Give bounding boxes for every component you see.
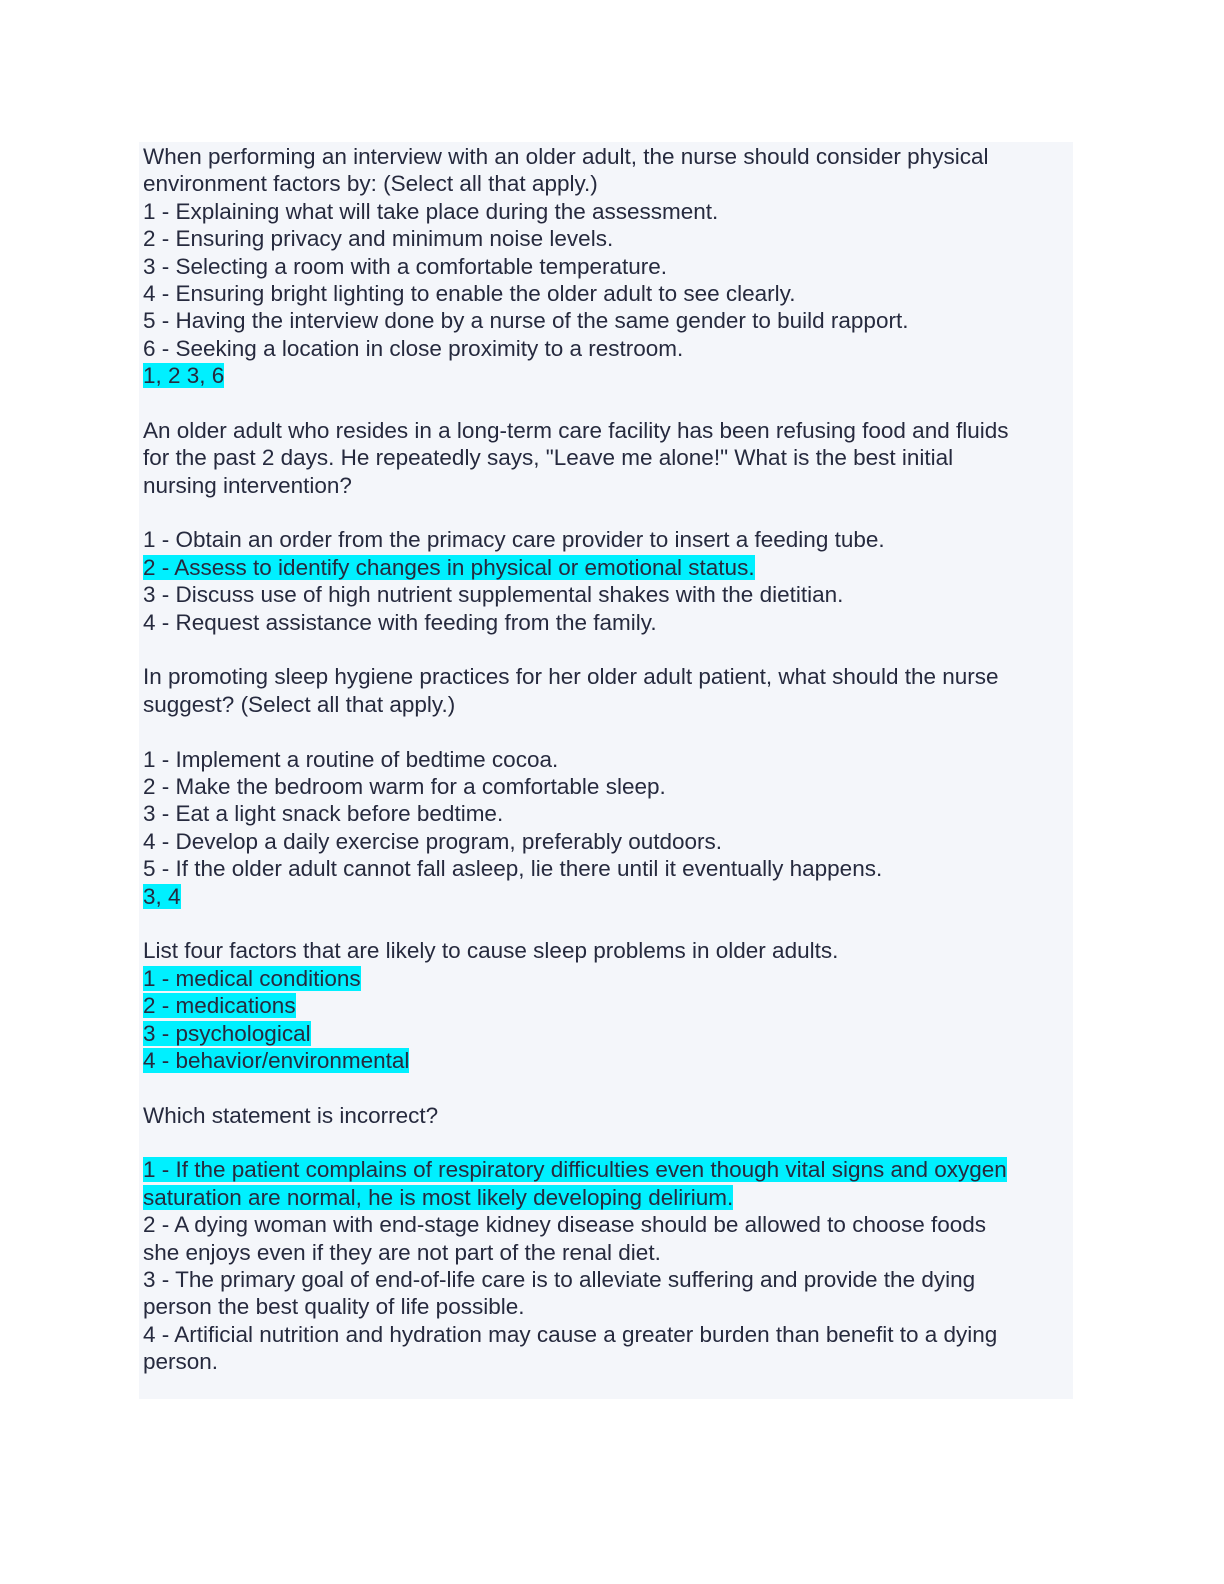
question-5-option-answer: [143, 1156, 1068, 1183]
question-5-stem-line: Which statement is incorrect?: [143, 1102, 439, 1128]
question-1-option: 1 - Explaining what will take place during the assessment.: [143, 198, 719, 224]
question-1-option: 6 - Seeking a location in close proximity to a restroom.: [143, 335, 684, 361]
question-3-option: 1 - Implement a routine of bedtime cocoa.: [143, 746, 559, 772]
question-2-stem-line: An older adult who resides in a long-term care facility has been refusing food and fluids: [143, 417, 1009, 443]
question-3-stem-line: In promoting sleep hygiene practices for her older adult patient, what should the nurse: [143, 664, 999, 690]
question-3: [143, 663, 1068, 910]
document-content: [143, 143, 1068, 1376]
question-4-answer-line: [143, 1047, 1068, 1074]
question-2-stem-line: for the past 2 days. He repeatedly says, "Leave me alone!" What is the best initial: [143, 445, 954, 471]
question-3-answer-line: [143, 883, 1068, 910]
question-1-stem-line: environment factors by: (Select all that apply.): [143, 171, 598, 197]
spacer: [143, 1074, 1068, 1101]
question-1-option: 5 - Having the interview done by a nurse of the same gender to build rapport.: [143, 308, 909, 334]
question-4-answer-highlight: 1 - medical conditions: [143, 965, 361, 991]
question-1: [143, 143, 1068, 390]
question-2-option: 1 - Obtain an order from the primacy care provider to insert a feeding tube.: [143, 527, 885, 553]
question-4: [143, 937, 1068, 1074]
question-2: [143, 417, 1068, 636]
question-4-stem-line: List four factors that are likely to cause sleep problems in older adults.: [143, 938, 839, 964]
question-4-answer-highlight: 4 - behavior/environmental: [143, 1047, 410, 1073]
question-3-answer-highlight: 3, 4: [143, 883, 181, 909]
question-5: [143, 1102, 1068, 1376]
question-5-answer-highlight: 1 - If the patient complains of respiratory difficulties even though vital signs and oxygen: [143, 1157, 1007, 1183]
question-4-answer-line: [143, 965, 1068, 992]
question-3-option: 4 - Develop a daily exercise program, preferably outdoors.: [143, 828, 723, 854]
question-3-option: 3 - Eat a light snack before bedtime.: [143, 801, 504, 827]
question-1-option: 3 - Selecting a room with a comfortable temperature.: [143, 253, 667, 279]
question-2-option-answer: [143, 554, 1068, 581]
question-1-answer-highlight: 1, 2 3, 6: [143, 363, 225, 389]
question-5-option: person the best quality of life possible.: [143, 1294, 525, 1320]
question-5-option: 2 - A dying woman with end-stage kidney disease should be allowed to choose foods: [143, 1212, 987, 1238]
question-3-option: 2 - Make the bedroom warm for a comfortable sleep.: [143, 773, 666, 799]
spacer: [143, 1129, 1068, 1156]
question-3-option: 5 - If the older adult cannot fall asleep, lie there until it eventually happens.: [143, 856, 883, 882]
spacer: [143, 718, 1068, 745]
question-4-answer-highlight: 3 - psychological: [143, 1020, 311, 1046]
question-5-option: 3 - The primary goal of end-of-life care is to alleviate suffering and provide the dying: [143, 1267, 976, 1293]
question-4-answer-highlight: 2 - medications: [143, 993, 296, 1019]
spacer: [143, 636, 1068, 663]
question-2-option: 3 - Discuss use of high nutrient supplemental shakes with the dietitian.: [143, 582, 844, 608]
question-1-option: 4 - Ensuring bright lighting to enable the older adult to see clearly.: [143, 280, 796, 306]
question-5-answer-highlight: saturation are normal, he is most likely developing delirium.: [143, 1184, 734, 1210]
question-1-answer-line: [143, 362, 1068, 389]
spacer: [143, 910, 1068, 937]
question-4-answer-line: [143, 992, 1068, 1019]
question-3-stem-line: suggest? (Select all that apply.): [143, 691, 456, 717]
question-2-answer-highlight: 2 - Assess to identify changes in physical or emotional status.: [143, 554, 755, 580]
question-5-option: she enjoys even if they are not part of the renal diet.: [143, 1239, 661, 1265]
question-5-option: 4 - Artificial nutrition and hydration may cause a greater burden than benefit to a dying: [143, 1321, 998, 1347]
spacer: [143, 390, 1068, 417]
question-1-stem-line: When performing an interview with an older adult, the nurse should consider physical: [143, 144, 989, 169]
question-1-option: 2 - Ensuring privacy and minimum noise levels.: [143, 226, 614, 252]
question-4-answer-line: [143, 1020, 1068, 1047]
question-5-option: person.: [143, 1349, 219, 1375]
question-5-option-answer: [143, 1184, 1068, 1211]
question-2-option: 4 - Request assistance with feeding from the family.: [143, 609, 657, 635]
question-2-stem-line: nursing intervention?: [143, 472, 352, 498]
spacer: [143, 499, 1068, 526]
